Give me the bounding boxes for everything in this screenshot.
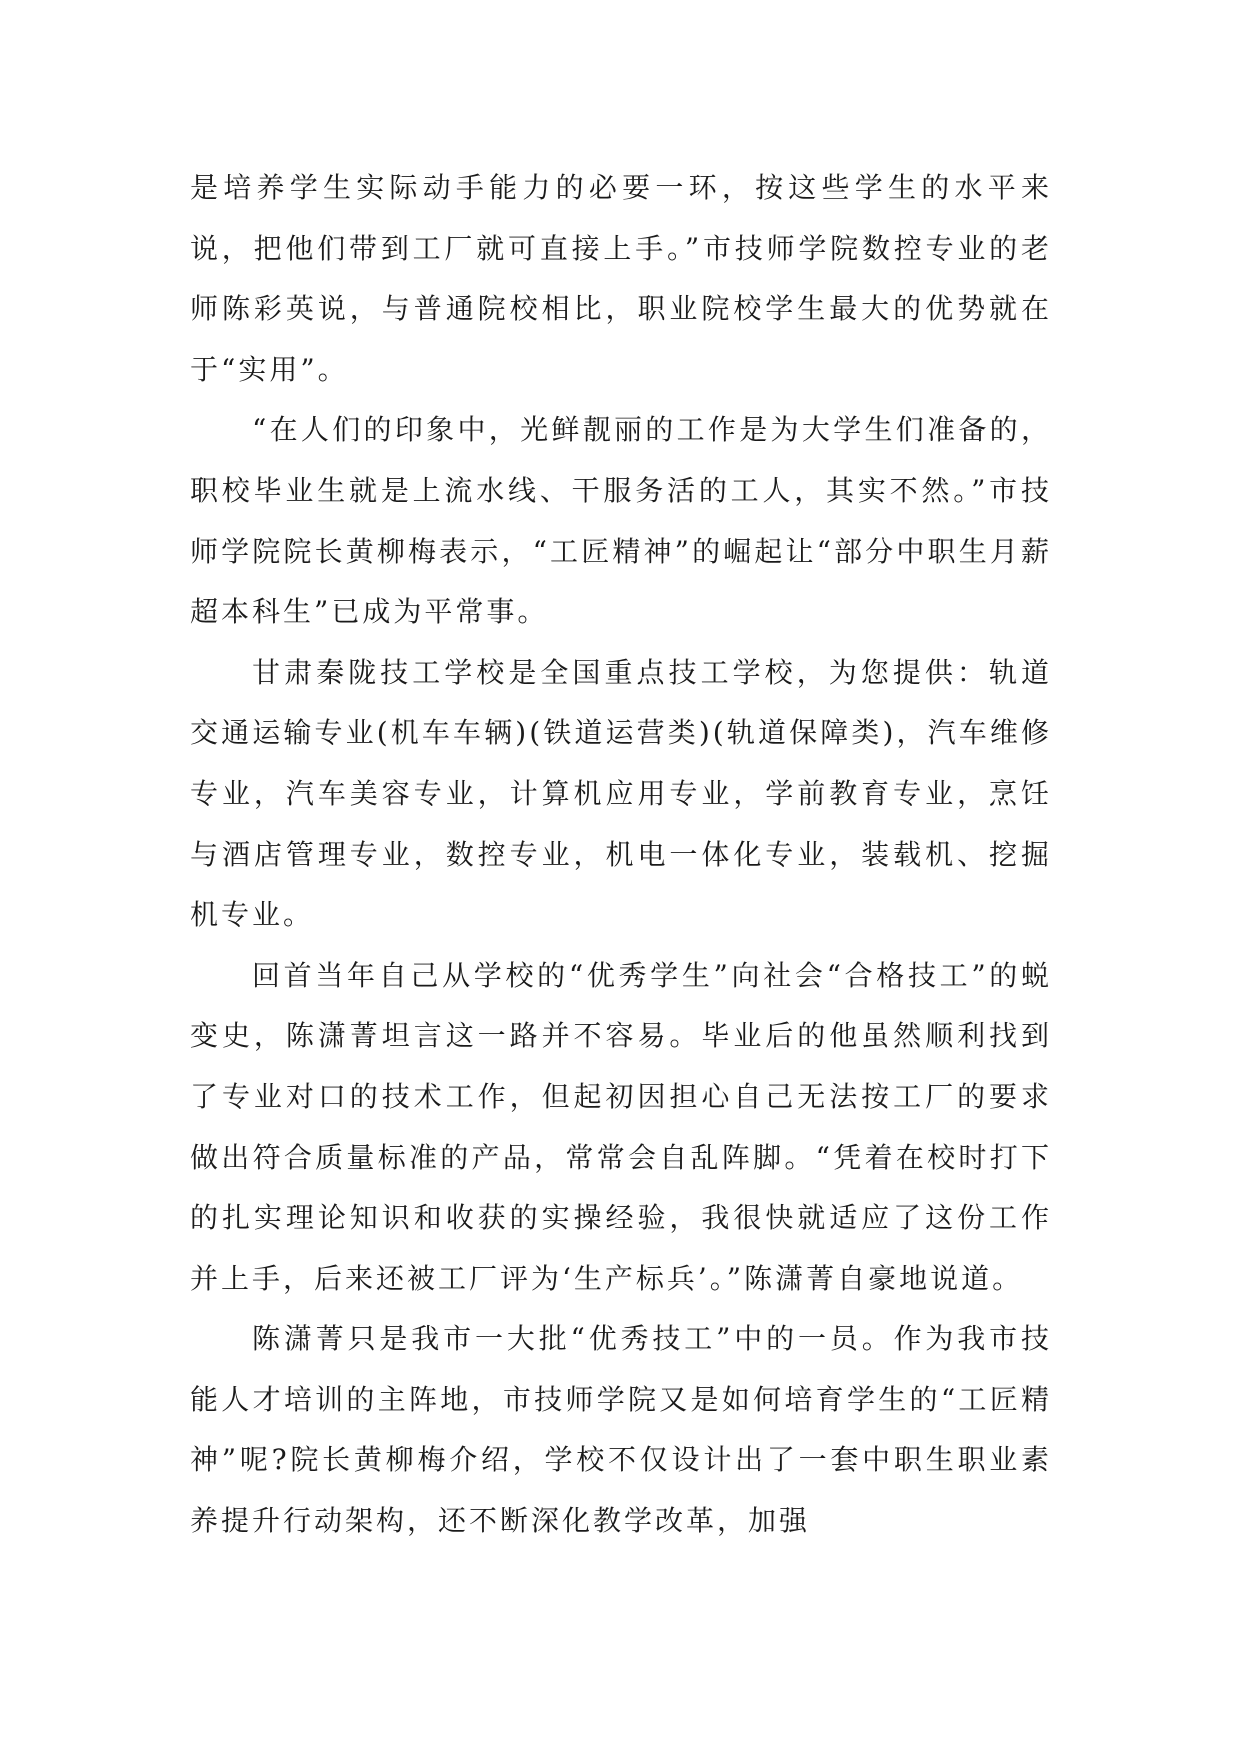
paragraph: 回首当年自己从学校的“优秀学生”向社会“合格技工”的蜕变史，陈潇菁坦言这一路并不容易。毕业后的他虽然顺利找到了专业对口的技术工作，但起初因担心自己无法按工厂的要求做出符合质量标准的产品，常常会自乱阵脚。“凭着在校时打下的扎实理论知识和收获的实操经验，我很快就适应了这份工作并上手，后来还被工厂评为‘生产标兵’。”陈潇菁自豪地说道。 [190,958,1052,1295]
paragraph: 甘肃秦陇技工学校是全国重点技工学校，为您提供：轨道交通运输专业(机车车辆)(铁道运营类)(轨道保障类)，汽车维修专业，汽车美容专业，计算机应用专业，学前教育专业，烹饪与酒店管理专业，数控专业，机电一体化专业，装载机、挖掘机专业。 [190,655,1052,932]
paragraph: 陈潇菁只是我市一大批“优秀技工”中的一员。作为我市技能人才培训的主阵地，市技师学院又是如何培育学生的“工匠精神”呢?院长黄柳梅介绍，学校不仅设计出了一套中职生职业素养提升行动架构，还不断深化教学改革，加强 [190,1322,1052,1538]
document-page [190,158,1052,1552]
paragraph: 是培养学生实际动手能力的必要一环，按这些学生的水平来说，把他们带到工厂就可直接上手。”市技师学院数控专业的老师陈彩英说，与普通院校相比，职业院校学生最大的优势就在于“实用”。 [190,171,1052,386]
paragraph: “在人们的印象中，光鲜靓丽的工作是为大学生们准备的，职校毕业生就是上流水线、干服务活的工人，其实不然。”市技师学院院长黄柳梅表示，“工匠精神”的崛起让“部分中职生月薪超本科生”已成为平常事。 [190,413,1052,629]
